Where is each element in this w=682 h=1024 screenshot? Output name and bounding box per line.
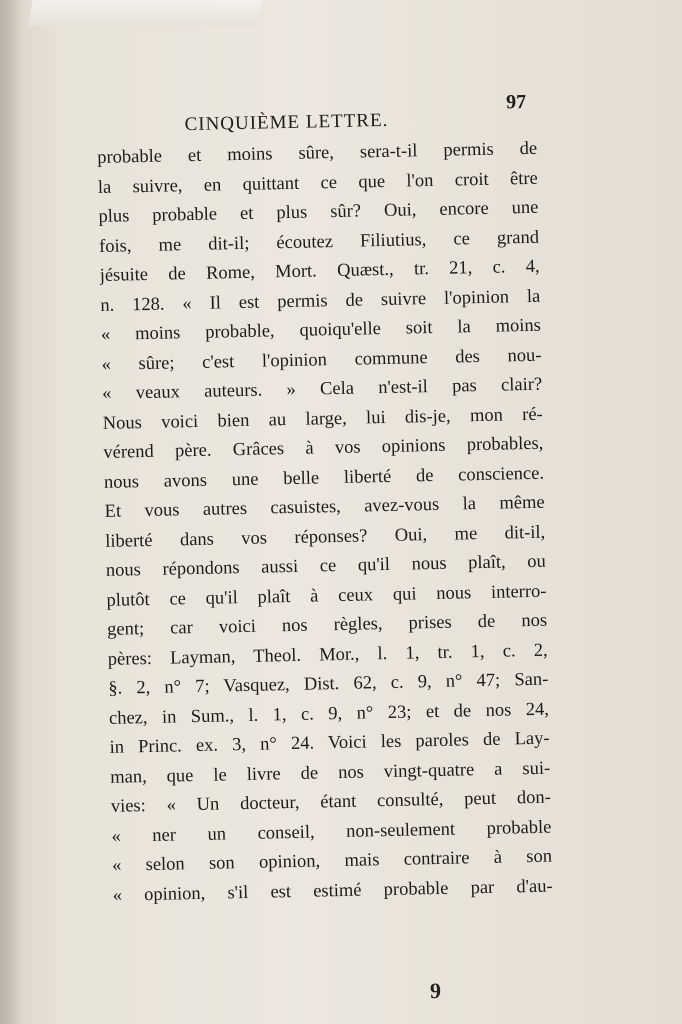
text-line: §. 2, n° 7; Vasquez, Dist. 62, c. 9, n° 47; San- xyxy=(108,669,549,699)
text-line: vérend père. Grâces à vos opinions probables, xyxy=(103,433,544,463)
text-line: chez, in Sum., l. 1, c. 9, n° 23; et de nos 24, xyxy=(108,699,550,729)
text-line: liberté dans vos réponses? Oui, me dit-il, xyxy=(105,522,546,552)
text-line: man, que le livre de nos vingt-quatre a sui- xyxy=(110,758,551,788)
text-line: la suivre, en quittant ce que l'on croit être xyxy=(97,168,538,198)
running-title: CINQUIÈME LETTRE. xyxy=(184,109,389,136)
text-line: pères: Layman, Theol. Mor., l. 1, tr. 1, c. 2, xyxy=(107,640,548,670)
text-line: « sûre; c'est l'opinion commune des nou- xyxy=(101,345,542,375)
text-line: « moins probable, quoiqu'elle soit la moins xyxy=(100,315,542,345)
text-line: nous avons une belle liberté de conscience. xyxy=(103,463,545,493)
text-line: jésuite de Rome, Mort. Quæst., tr. 21, c. 4, xyxy=(99,256,540,286)
text-line: plus probable et plus sûr? Oui, encore une xyxy=(98,197,539,227)
book-gutter-shadow xyxy=(0,0,22,1024)
page-number: 97 xyxy=(505,90,527,114)
text-line: « opinion, s'il est estimé probable par d'au- xyxy=(112,876,553,906)
body-text xyxy=(97,135,553,911)
text-line: fois, me dit-il; écoutez Filiutius, ce grand xyxy=(98,227,540,257)
text-line: Nous voici bien au large, lui dis-je, mon ré- xyxy=(102,404,543,434)
text-line: in Princ. ex. 3, n° 24. Voici les paroles de Lay- xyxy=(109,728,550,758)
text-line: gent; car voici nos règles, prises de nos xyxy=(106,610,548,640)
text-line: n. 128. « Il est permis de suivre l'opinion la xyxy=(100,286,541,316)
text-line: vies: « Un docteur, étant consulté, peut don- xyxy=(110,787,551,817)
page-header xyxy=(96,89,537,142)
text-line: « selon son opinion, mais contraire à son xyxy=(111,846,553,876)
book-page xyxy=(96,89,553,911)
text-line: « veaux auteurs. » Cela n'est-il pas clair? xyxy=(101,374,543,404)
signature-mark: 9 xyxy=(429,977,442,1004)
text-line: plutôt ce qu'il plaît à ceux qui nous interro- xyxy=(106,581,547,611)
text-line: probable et moins sûre, sera-t-il permis de xyxy=(97,138,538,168)
text-line: « ner un conseil, non-seulement probable xyxy=(111,817,552,847)
next-page-edge xyxy=(27,0,263,26)
text-line: Et vous autres casuistes, avez-vous la même xyxy=(104,492,545,522)
text-line: nous répondons aussi ce qu'il nous plaît, ou xyxy=(105,551,547,581)
